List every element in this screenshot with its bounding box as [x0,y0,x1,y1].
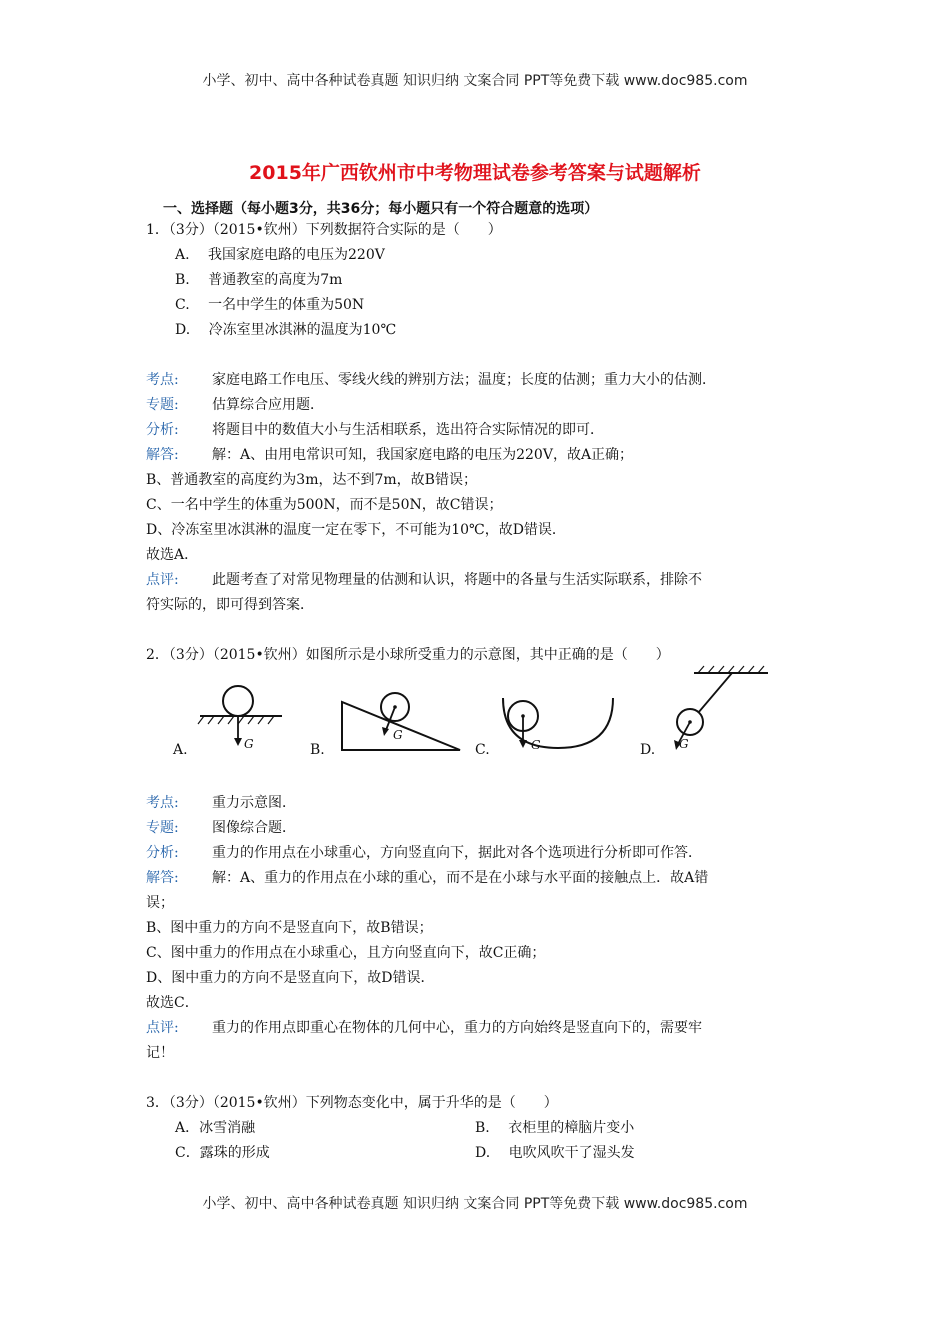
q1-dianping [146,570,702,590]
q1-jieda-line-5: 故选A． [146,547,199,563]
q2-zhuanti-text: 图像综合题． [212,820,296,836]
q2-kaodian-text: 重力示意图． [212,795,296,811]
figure-d-label: D. [640,742,656,758]
q1-jieda-line-2: B、普通教室的高度约为3m，达不到7m，故B错误； [146,472,477,488]
q2-kaodian [146,793,296,813]
dianping-label: 点评: [146,572,179,588]
q3-option-a: A．冰雪消融 [175,1120,256,1136]
q2-jieda-line-5: D、图中重力的方向不是竖直向下，故D错误． [146,970,435,986]
q1-jieda [146,445,633,465]
kaodian-label: 考点: [146,372,179,388]
q2-fenxi [146,843,702,863]
q2-jieda-line-2: 误； [146,895,174,911]
figure-a-force-label: G [244,737,254,751]
q2-dianping-line-2: 记！ [146,1045,174,1061]
q2-figure-a [170,680,290,770]
q1-zhuanti [146,395,324,415]
q2-jieda-line-1: 解：A、重力的作用点在小球的重心，而不是在小球与水平面的接触点上．故A错 [212,870,709,886]
figure-d-force-label: G [679,737,689,751]
q1-jieda-line-3: C、一名中学生的体重为500N，而不是50N，故C错误； [146,497,503,513]
q3-option-b: B. 衣柜里的樟脑片变小 [475,1120,635,1136]
figure-b-drawing [308,680,468,770]
q1-option-c: C. 一名中学生的体重为50N [175,297,365,313]
q1-fenxi [146,420,604,440]
q3-stem: 3．（3分）（2015•钦州）下列物态变化中，属于升华的是（ ） [146,1095,558,1111]
q2-stem: 2．（3分）（2015•钦州）如图所示是小球所受重力的示意图，其中正确的是（ ） [146,647,670,663]
q1-dianping-line-1: 此题考查了对常见物理量的估测和认识，将题中的各量与生活实际联系，排除不 [212,572,702,588]
q2-figure-c [473,680,623,770]
q2-fenxi-text: 重力的作用点在小球重心，方向竖直向下，据此对各个选项进行分析即可作答． [212,845,702,861]
q2-figure-b [308,680,468,770]
q1-dianping-line-2: 符实际的，即可得到答案． [146,597,314,613]
figure-a-label: A. [173,742,188,758]
q1-option-a: A. 我国家庭电路的电压为220V [175,247,385,263]
figure-c-force-label: G [531,738,541,752]
q2-figure-d [638,665,778,770]
q1-jieda-line-1: 解：A、由用电常识可知，我国家庭电路的电压为220V，故A正确； [212,447,634,463]
q2-zhuanti [146,818,296,838]
q1-fenxi-text: 将题目中的数值大小与生活相联系，选出符合实际情况的即可． [212,422,604,438]
q1-kaodian [146,370,716,390]
q3-option-c: C．露珠的形成 [175,1145,270,1161]
figure-c-label: C. [475,742,490,758]
zhuanti-label: 专题: [146,820,179,836]
q1-stem: 1．（3分）（2015•钦州）下列数据符合实际的是（ ） [146,222,502,238]
jieda-label: 解答: [146,447,179,463]
q2-jieda-line-3: B、图中重力的方向不是竖直向下，故B错误； [146,920,433,936]
figure-d-drawing [638,665,778,770]
q1-jieda-line-4: D、冷冻室里冰淇淋的温度一定在零下，不可能为10℃，故D错误． [146,522,566,538]
dianping-label: 点评: [146,1020,179,1036]
section-heading: 一、选择题（每小题3分，共36分；每小题只有一个符合题意的选项） [163,201,599,217]
q2-dianping-line-1: 重力的作用点即重心在物体的几何中心，重力的方向始终是竖直向下的，需要牢 [212,1020,702,1036]
q2-jieda-line-4: C、图中重力的作用点在小球重心，且方向竖直向下，故C正确； [146,945,546,961]
header-banner: 小学、初中、高中各种试卷真题 知识归纳 文案合同 PPT等免费下载 www.doc985.com [202,73,748,89]
q2-jieda-line-6: 故选C． [146,995,199,1011]
q1-kaodian-text: 家庭电路工作电压、零线火线的辨别方法；温度；长度的估测；重力大小的估测． [212,372,716,388]
kaodian-label: 考点: [146,795,179,811]
q3-option-d: D. 电吹风吹干了湿头发 [475,1145,635,1161]
footer-banner: 小学、初中、高中各种试卷真题 知识归纳 文案合同 PPT等免费下载 www.doc985.com [202,1196,748,1212]
q1-option-d: D. 冷冻室里冰淇淋的温度为10℃ [175,322,397,338]
q2-jieda [146,868,708,888]
q2-dianping [146,1018,702,1038]
fenxi-label: 分析: [146,422,179,438]
fenxi-label: 分析: [146,845,179,861]
q1-zhuanti-text: 估算综合应用题． [212,397,324,413]
page-title: 2015年广西钦州市中考物理试卷参考答案与试题解析 [249,162,701,184]
jieda-label: 解答: [146,870,179,886]
zhuanti-label: 专题: [146,397,179,413]
figure-b-force-label: G [393,728,403,742]
figure-c-drawing [473,680,623,770]
q1-option-b: B. 普通教室的高度为7m [175,272,343,288]
figure-a-drawing [170,680,290,770]
figure-b-label: B. [310,742,325,758]
